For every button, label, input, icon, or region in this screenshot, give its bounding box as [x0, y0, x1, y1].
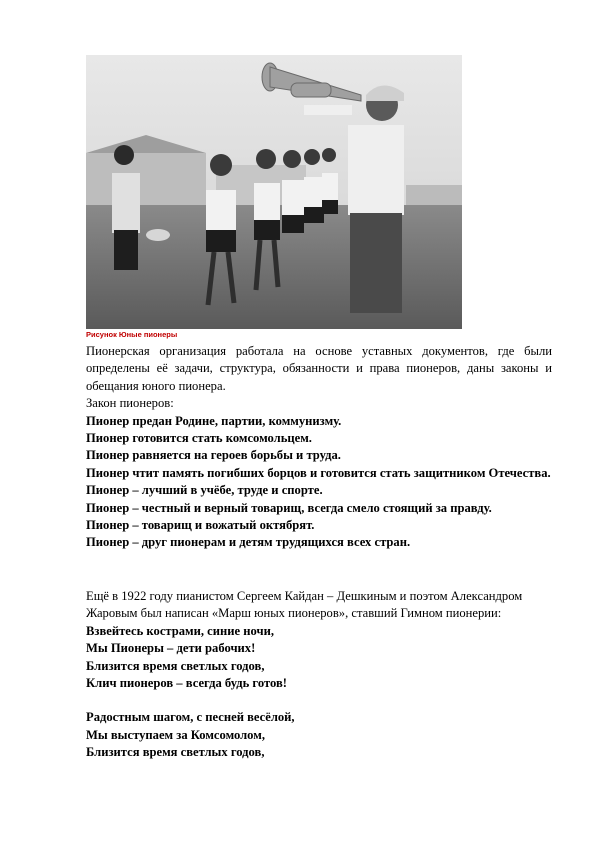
- law-item: Пионер – честный и верный товарищ, всегда смело стоящий за правду.: [86, 500, 492, 515]
- law-item: Пионер – лучший в учёбе, труде и спорте.: [86, 483, 323, 498]
- law-item: Пионер равняется на героев борьбы и труда.: [86, 448, 341, 463]
- verse-line: Клич пионеров – всегда будь готов!: [86, 676, 287, 691]
- pioneers-photo: [86, 55, 462, 329]
- verse-line: Радостным шагом, с песней весёлой,: [86, 710, 295, 725]
- law-title: Закон пионеров:: [86, 396, 174, 411]
- law-item: Пионер чтит память погибших борцов и готовится стать защитником Отечества.: [86, 465, 551, 480]
- stanza-gap: [86, 692, 552, 709]
- photo-caption: Рисунок Юные пионеры: [86, 330, 178, 339]
- verse-line: Мы Пионеры – дети рабочих!: [86, 641, 256, 656]
- intro-section: [86, 343, 552, 552]
- law-item: Пионер – товарищ и вожатый октябрят.: [86, 518, 315, 533]
- law-item: Пионер предан Родине, партии, коммунизму.: [86, 413, 342, 428]
- verse-line: Близится время светлых годов,: [86, 658, 265, 673]
- intro-paragraph: Пионерская организация работала на основе уставных документов, где были определены её задачи, структура, обязанности и права пионеров, даны законы и обещания юного пионера.: [86, 344, 552, 393]
- verse-line: Близится время светлых годов,: [86, 745, 265, 760]
- law-item: Пионер готовится стать комсомольцем.: [86, 431, 312, 446]
- law-item: Пионер – друг пионерам и детям трудящихся всех стран.: [86, 535, 411, 550]
- anthem-intro: Ещё в 1922 году пианистом Сергеем Кайдан – Дешкиным и поэтом Александром Жаровым был написан «Марш юных пионеров», ставший Гимном пионерии:: [86, 589, 523, 621]
- verse-line: Мы выступаем за Комсомолом,: [86, 727, 265, 742]
- anthem-section: [86, 588, 552, 762]
- verse-line: Взвейтесь кострами, синие ночи,: [86, 623, 275, 638]
